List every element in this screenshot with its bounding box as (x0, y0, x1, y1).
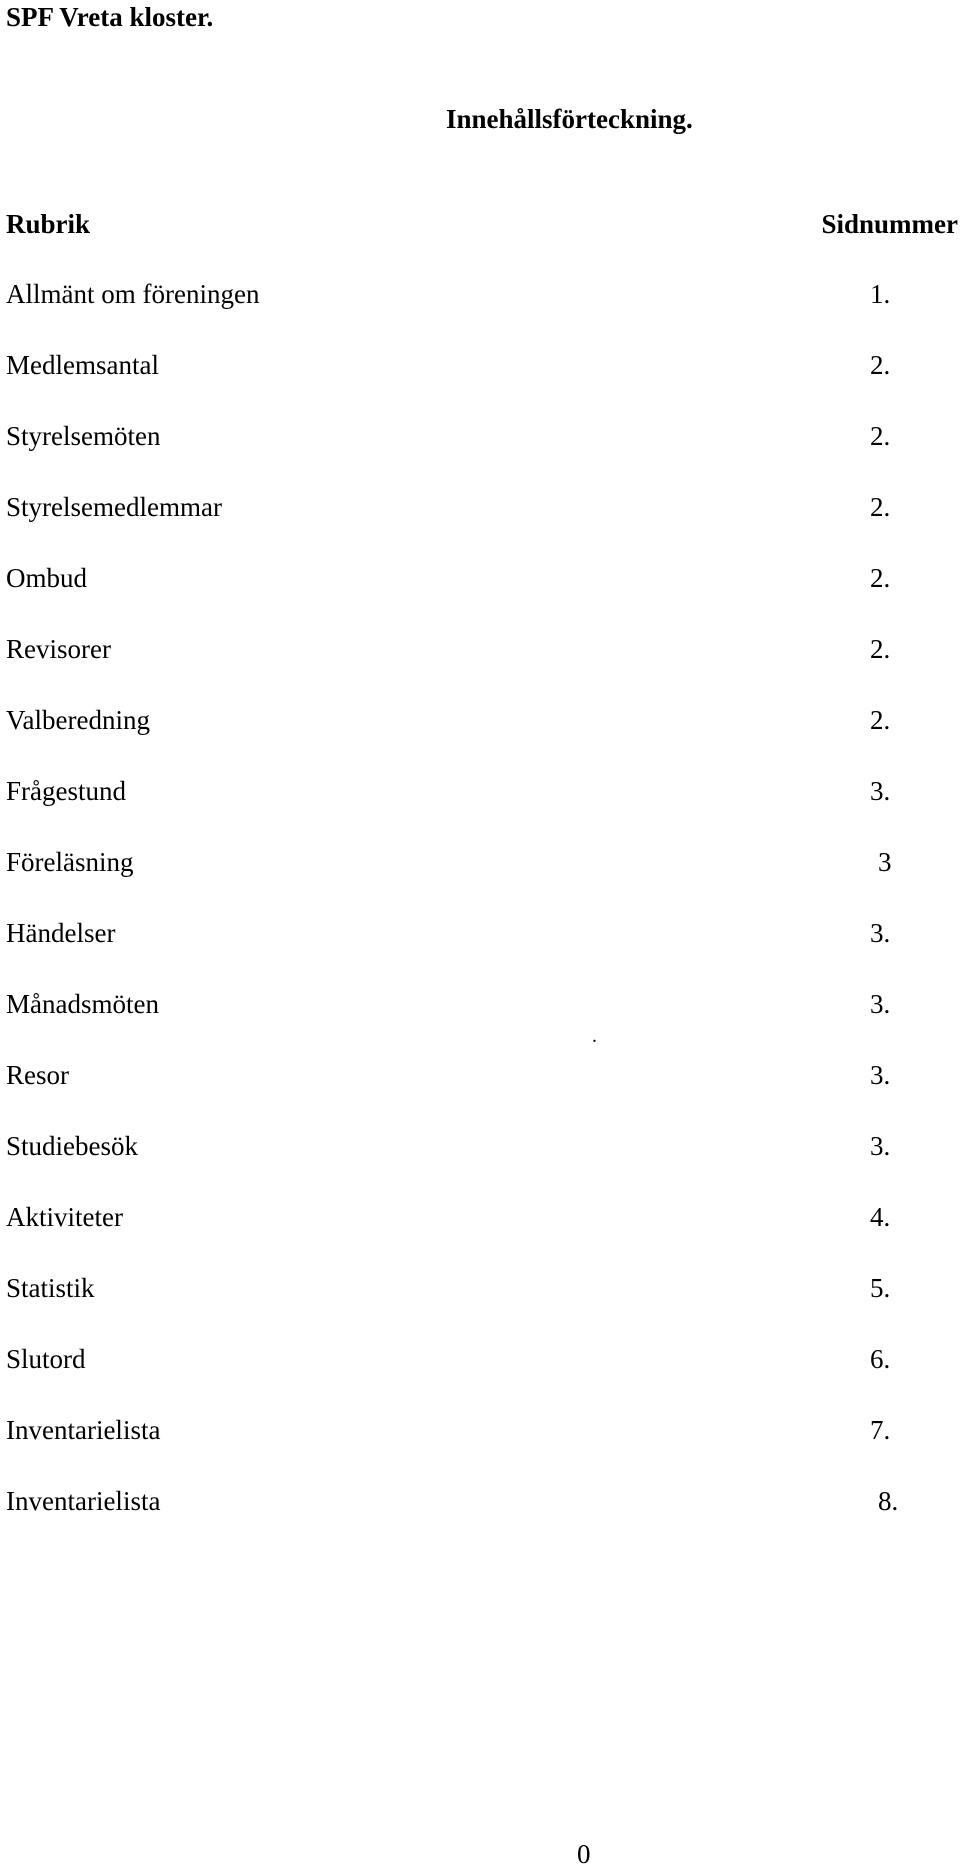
toc-entry (0, 490, 960, 524)
toc-entry (0, 561, 960, 595)
toc-entry-label: Statistik (6, 1273, 95, 1303)
toc-entry-page: 6. (870, 1344, 891, 1374)
toc-entry (0, 916, 960, 950)
toc-entry-page: 3. (870, 918, 891, 948)
toc-header-page-number: Sidnummer (821, 209, 958, 239)
toc-entry-label: Ombud (6, 563, 87, 593)
toc-entry-page: 5. (870, 1273, 891, 1303)
toc-entry (0, 1413, 960, 1447)
toc-entry-label: Styrelsemöten (6, 421, 161, 451)
toc-entry (0, 277, 960, 311)
document-title: Innehållsförteckning. (446, 104, 693, 134)
toc-entry-label: Slutord (6, 1344, 86, 1374)
toc-entry-label: Studiebesök (6, 1131, 138, 1161)
toc-entry (0, 1484, 960, 1518)
toc-entry-page: 2. (870, 421, 891, 451)
toc-entry-page: 8. (878, 1486, 899, 1516)
toc-entry-label: Valberedning (6, 705, 150, 735)
toc-entry-page: 2. (870, 634, 891, 664)
toc-entry-label: Händelser (6, 918, 116, 948)
stray-dot: . (592, 1025, 597, 1047)
toc-entry (0, 632, 960, 666)
toc-entry-label: Föreläsning (6, 847, 134, 877)
toc-entry-page: 4. (870, 1202, 891, 1232)
toc-entry-page: 2. (870, 563, 891, 593)
toc-entry-page: 2. (870, 492, 891, 522)
toc-entry-page: 3. (870, 1131, 891, 1161)
organization-title: SPF Vreta kloster. (6, 2, 214, 32)
toc-entry (0, 1058, 960, 1092)
toc-entry (0, 1129, 960, 1163)
toc-entry (0, 774, 960, 808)
page-number: 0 (577, 1839, 591, 1869)
toc-entry-page: 3 (878, 847, 892, 877)
toc-entry-label: Styrelsemedlemmar (6, 492, 222, 522)
toc-header-heading: Rubrik (6, 209, 91, 239)
toc-entry-label: Revisorer (6, 634, 111, 664)
toc-entry (0, 1342, 960, 1376)
toc-entry-label: Medlemsantal (6, 350, 159, 380)
toc-entry-page: 2. (870, 350, 891, 380)
toc-entry-label: Frågestund (6, 776, 126, 806)
toc-entry-page: 3. (870, 1060, 891, 1090)
toc-entry-label: Inventarielista (6, 1415, 161, 1445)
toc-entry (0, 1200, 960, 1234)
toc-entry-page: 3. (870, 776, 891, 806)
toc-entry-label: Resor (6, 1060, 69, 1090)
toc-entry (0, 419, 960, 453)
toc-entry (0, 987, 960, 1021)
toc-entry-page: 3. (870, 989, 891, 1019)
toc-entry (0, 845, 960, 879)
toc-entry-label: Inventarielista (6, 1486, 161, 1516)
toc-entry-page: 2. (870, 705, 891, 735)
toc-entry-label: Månadsmöten (6, 989, 159, 1019)
toc-entry (0, 348, 960, 382)
toc-entry (0, 703, 960, 737)
toc-entry-label: Allmänt om föreningen (6, 279, 260, 309)
toc-entry-label: Aktiviteter (6, 1202, 123, 1232)
toc-entry-page: 1. (870, 279, 891, 309)
toc-entry-page: 7. (870, 1415, 891, 1445)
toc-entry (0, 1271, 960, 1305)
